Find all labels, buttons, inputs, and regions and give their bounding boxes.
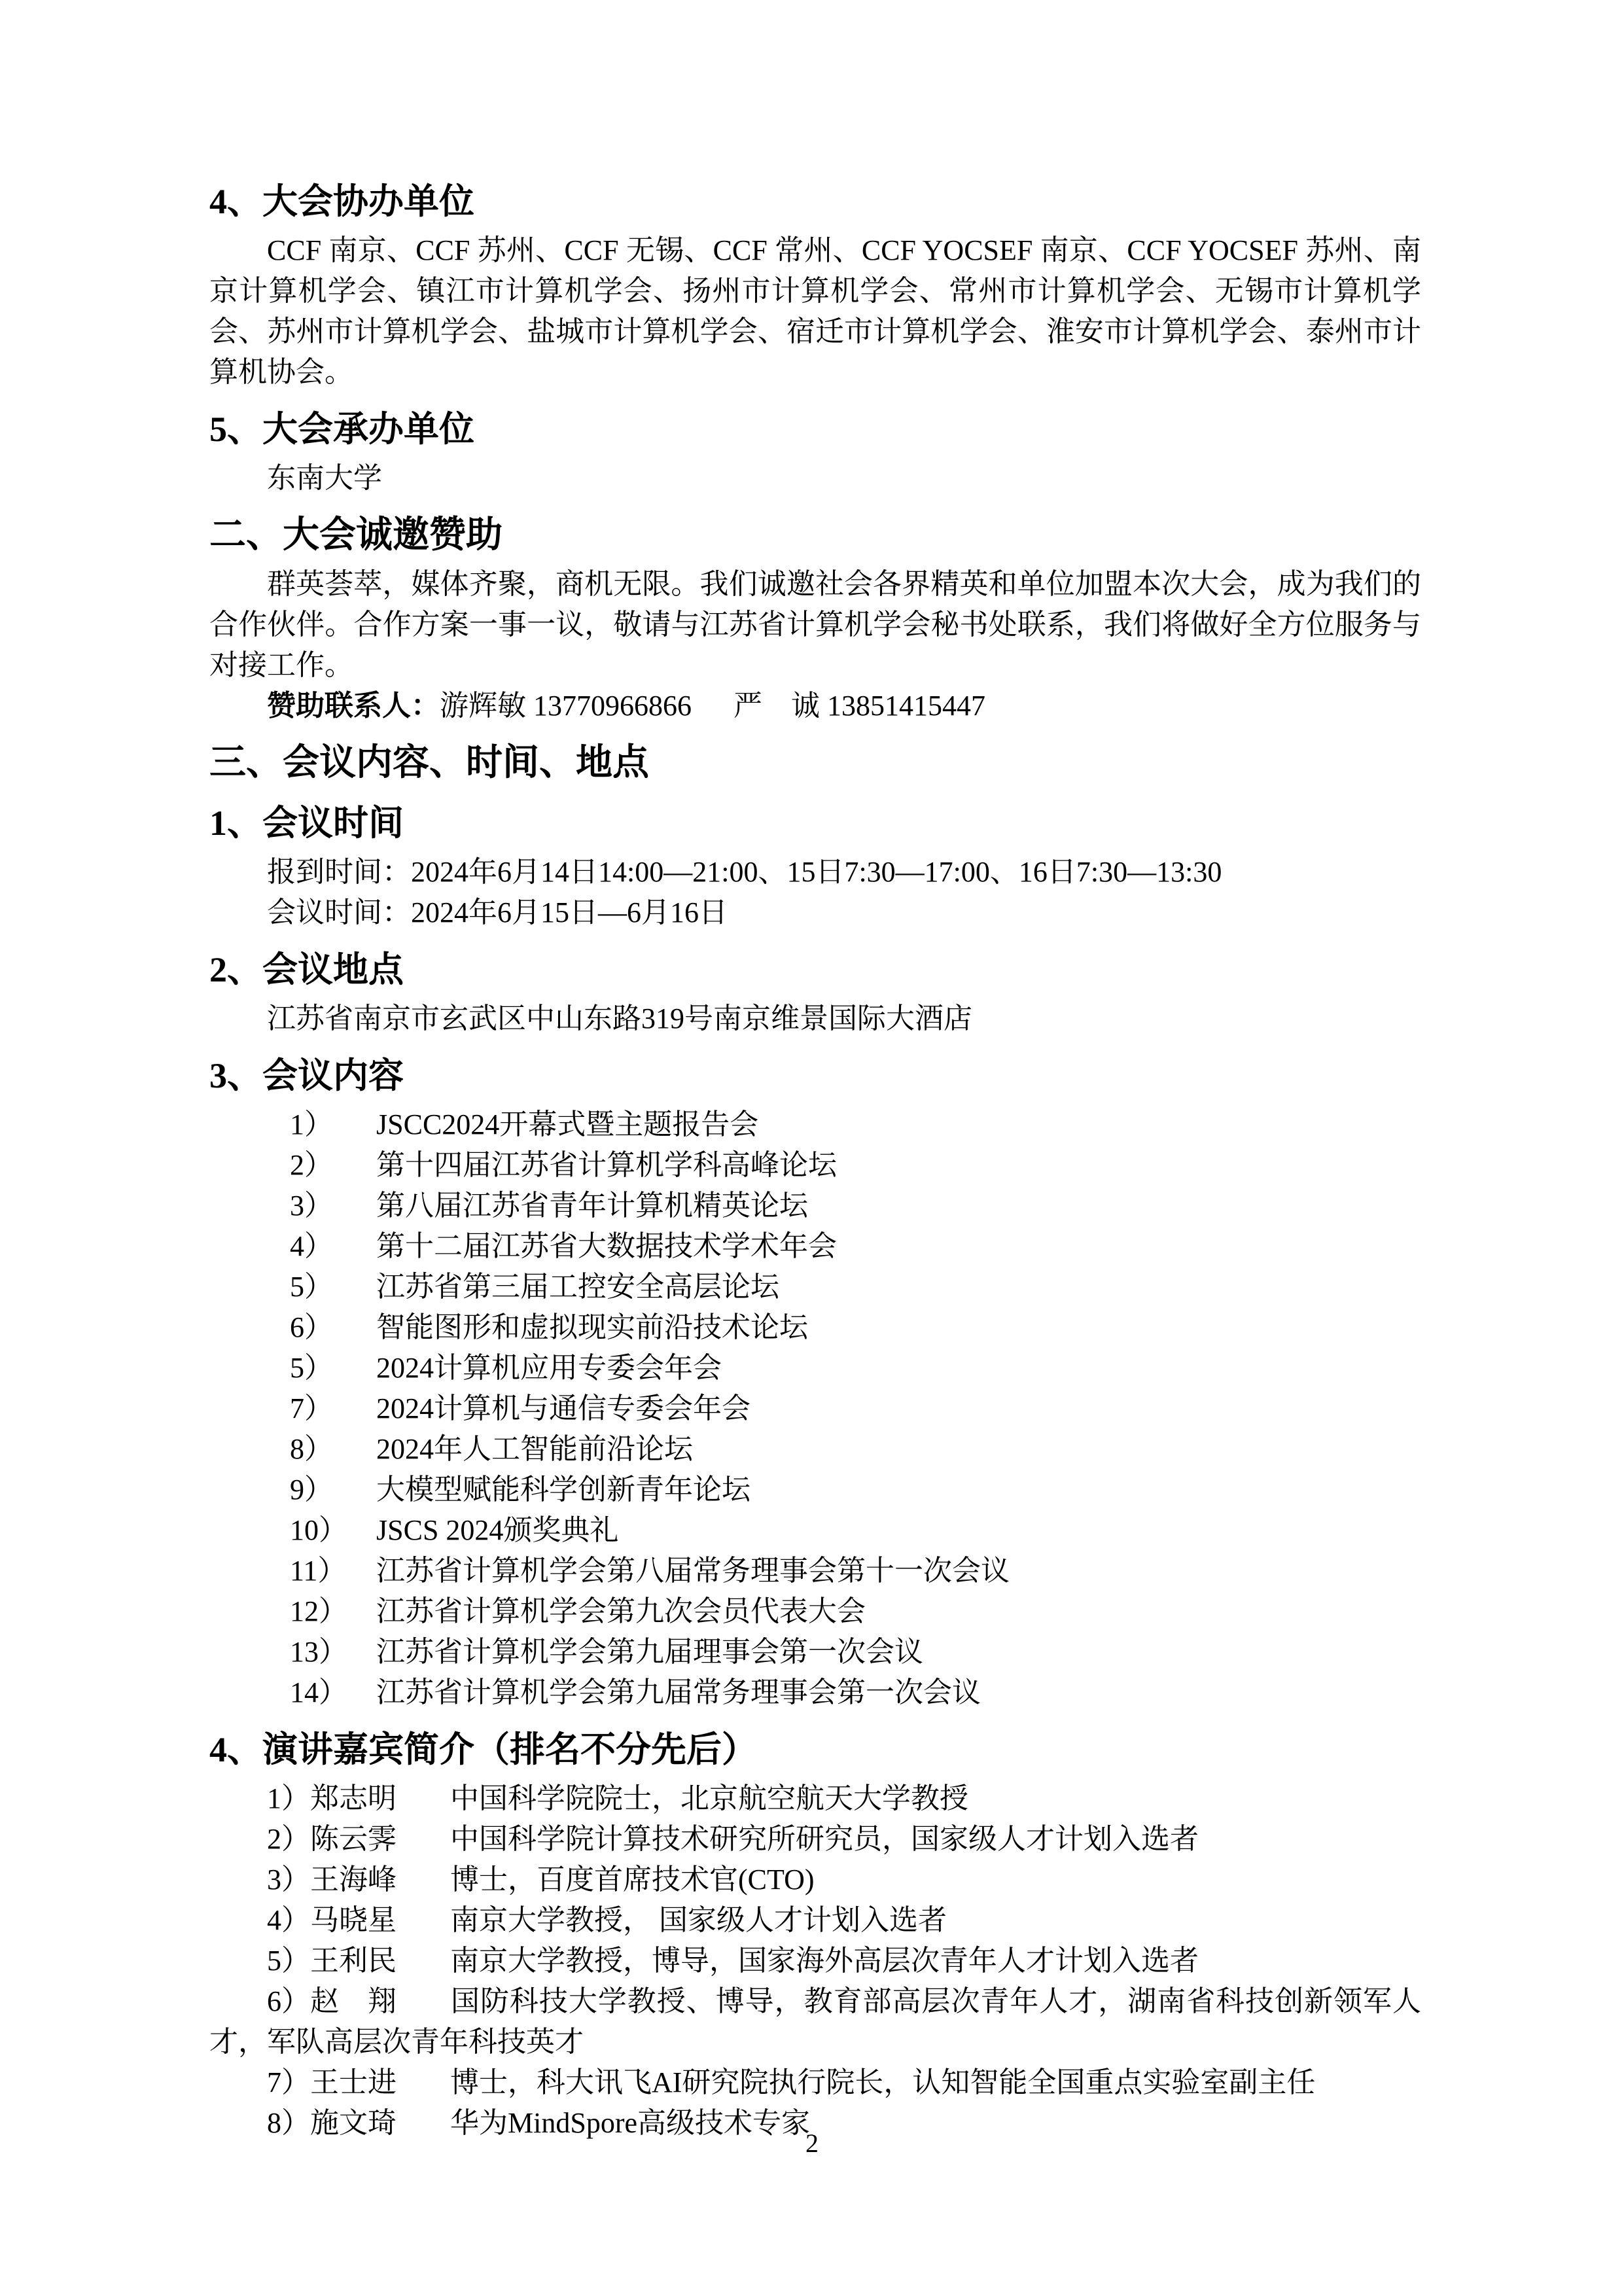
- agenda-item-text: 2024计算机应用专委会年会: [376, 1352, 722, 1384]
- speaker-description: 南京大学教授， 国家级人才计划入选者: [450, 1904, 947, 1936]
- agenda-item-text: JSCC2024开幕式暨主题报告会: [376, 1108, 759, 1140]
- speaker-number: 7）: [267, 2066, 310, 2098]
- speaker-description: 国防科技大学教授、博导，教育部高层次青年人才，湖南省科技创新领军人才，军队高层次青年科技英才: [209, 1985, 1421, 2058]
- co-organizers-paragraph: CCF 南京、CCF 苏州、CCF 无锡、CCF 常州、CCF YOCSEF 南京、CCF YOCSEF 苏州、南京计算机学会、镇江市计算机学会、扬州市计算机学会、常州市计算机学会、无锡市计算机学会、苏州市计算机学会、盐城市计算机学会、宿迁市计算机学会、淮安市计算机学会、泰州市计算机协会。: [209, 234, 1421, 388]
- speaker-name: 赵 翔: [310, 1985, 397, 2017]
- heading-meeting-info: 三、会议内容、时间、地点: [209, 743, 649, 783]
- page-number: 2: [805, 2128, 819, 2158]
- agenda-item: [209, 1591, 1421, 1632]
- registration-time-line: 报到时间：2024年6月14日14:00—21:00、15日7:30—17:00、16日7:30—13:30: [267, 856, 1222, 888]
- speaker-number: 3）: [267, 1863, 310, 1896]
- speaker-description: 博士，百度首席技术官(CTO): [450, 1863, 815, 1896]
- agenda-item-text: 江苏省计算机学会第九届常务理事会第一次会议: [376, 1676, 981, 1708]
- agenda-item: [209, 1551, 1421, 1591]
- speaker-number: 8）: [267, 2107, 310, 2139]
- speaker-number: 1）: [267, 1782, 310, 1814]
- agenda-item: [209, 1267, 1421, 1307]
- agenda-item-number: 1）: [290, 1108, 333, 1140]
- agenda-item: [209, 1388, 1421, 1429]
- speaker-name: 王海峰: [310, 1863, 397, 1896]
- speaker-row: [209, 1819, 1421, 1860]
- agenda-item-text: JSCS 2024颁奖典礼: [376, 1514, 619, 1546]
- agenda-item-text: 2024年人工智能前沿论坛: [376, 1433, 693, 1465]
- heading-meeting-time: 1、会议时间: [209, 804, 404, 843]
- heading-sponsorship: 二、大会诚邀赞助: [209, 515, 503, 556]
- agenda-item-number: 6）: [290, 1311, 333, 1343]
- speaker-name: 施文琦: [310, 2107, 397, 2139]
- speaker-number: 5）: [267, 1945, 310, 1977]
- speaker-name: 王利民: [310, 1945, 397, 1977]
- speaker-description: 华为MindSpore高级技术专家: [450, 2107, 810, 2139]
- speaker-number: 4）: [267, 1904, 310, 1936]
- speaker-number: 2）: [267, 1823, 310, 1855]
- agenda-item-number: 4）: [290, 1230, 333, 1262]
- speaker-name: 马晓星: [310, 1904, 397, 1936]
- agenda-item-text: 第十四届江苏省计算机学科高峰论坛: [376, 1149, 837, 1181]
- speaker-name: 郑志明: [310, 1782, 397, 1814]
- agenda-item-number: 7）: [290, 1392, 333, 1424]
- speaker-row: [209, 2062, 1421, 2103]
- agenda-item: [209, 1186, 1421, 1226]
- agenda-item-number: 13）: [290, 1636, 347, 1668]
- agenda-item-number: 8）: [290, 1433, 333, 1465]
- agenda-item: [209, 1632, 1421, 1672]
- agenda-item-text: 江苏省第三届工控安全高层论坛: [376, 1271, 779, 1303]
- sponsorship-paragraph: 群英荟萃，媒体齐聚，商机无限。我们诚邀社会各界精英和单位加盟本次大会，成为我们的合作伙伴。合作方案一事一议，敬请与江苏省计算机学会秘书处联系，我们将做好全方位服务与对接工作。: [209, 568, 1421, 681]
- speaker-description: 博士，科大讯飞AI研究院执行院长，认知智能全国重点实验室副主任: [450, 2066, 1316, 2098]
- sponsor-contact-label: 赞助联系人：: [267, 690, 440, 722]
- agenda-item-number: 5）: [290, 1352, 333, 1384]
- agenda-item-number: 2）: [290, 1149, 333, 1181]
- agenda-item-number: 5）: [290, 1271, 333, 1303]
- agenda-item: [209, 1307, 1421, 1348]
- speaker-row: [209, 1941, 1421, 1981]
- agenda-item-text: 大模型赋能科学创新青年论坛: [376, 1474, 750, 1506]
- speaker-row: [209, 1900, 1421, 1941]
- heading-co-organizers: 4、大会协办单位: [209, 182, 474, 221]
- speaker-number: 6）: [267, 1985, 310, 2017]
- agenda-item-text: 2024计算机与通信专委会年会: [376, 1392, 750, 1424]
- sponsor-contact-1: 游辉敏 13770966866: [440, 690, 692, 722]
- agenda-item-number: 9）: [290, 1474, 333, 1506]
- heading-agenda: 3、会议内容: [209, 1056, 404, 1095]
- agenda-item-text: 第八届江苏省青年计算机精英论坛: [376, 1190, 808, 1222]
- agenda-item-text: 江苏省计算机学会第八届常务理事会第十一次会议: [376, 1555, 1010, 1587]
- agenda-item: [209, 1672, 1421, 1713]
- speaker-description: 中国科学院计算技术研究所研究员，国家级人才计划入选者: [450, 1823, 1199, 1855]
- sponsor-contact-line: [209, 686, 1421, 726]
- host-name: 东南大学: [267, 462, 382, 494]
- speaker-description: 南京大学教授，博导，国家海外高层次青年人才计划入选者: [450, 1945, 1199, 1977]
- heading-meeting-venue: 2、会议地点: [209, 950, 404, 989]
- agenda-item: [209, 1104, 1421, 1145]
- agenda-item: [209, 1429, 1421, 1470]
- agenda-item-number: 12）: [290, 1595, 347, 1627]
- heading-speakers: 4、演讲嘉宾简介（排名不分先后）: [209, 1730, 757, 1769]
- heading-host: 5、大会承办单位: [209, 410, 474, 449]
- agenda-item-text: 智能图形和虚拟现实前沿技术论坛: [376, 1311, 808, 1343]
- agenda-item-number: 14）: [290, 1676, 347, 1708]
- agenda-item-text: 第十二届江苏省大数据技术学术年会: [376, 1230, 837, 1262]
- agenda-item: [209, 1348, 1421, 1388]
- agenda-item-text: 江苏省计算机学会第九届理事会第一次会议: [376, 1636, 923, 1668]
- agenda-item-text: 江苏省计算机学会第九次会员代表大会: [376, 1595, 866, 1627]
- speaker-name: 陈云霁: [310, 1823, 397, 1855]
- speaker-row: [209, 1778, 1421, 1819]
- speaker-row: [209, 1981, 1421, 2062]
- agenda-item: [209, 1226, 1421, 1267]
- agenda-item-number: 3）: [290, 1190, 333, 1222]
- speaker-description: 中国科学院院士，北京航空航天大学教授: [450, 1782, 968, 1814]
- speaker-row: [209, 1860, 1421, 1900]
- venue-address: 江苏省南京市玄武区中山东路319号南京维景国际大酒店: [267, 1002, 972, 1034]
- agenda-item-number: 10）: [290, 1514, 347, 1546]
- agenda-item: [209, 1145, 1421, 1186]
- agenda-item: [209, 1510, 1421, 1551]
- agenda-item-number: 11）: [290, 1555, 347, 1587]
- sponsor-contact-2: 严 诚 13851415447: [733, 690, 985, 722]
- speaker-name: 王士进: [310, 2066, 397, 2098]
- meeting-time-line: 会议时间：2024年6月15日—6月16日: [267, 896, 728, 928]
- agenda-item: [209, 1470, 1421, 1510]
